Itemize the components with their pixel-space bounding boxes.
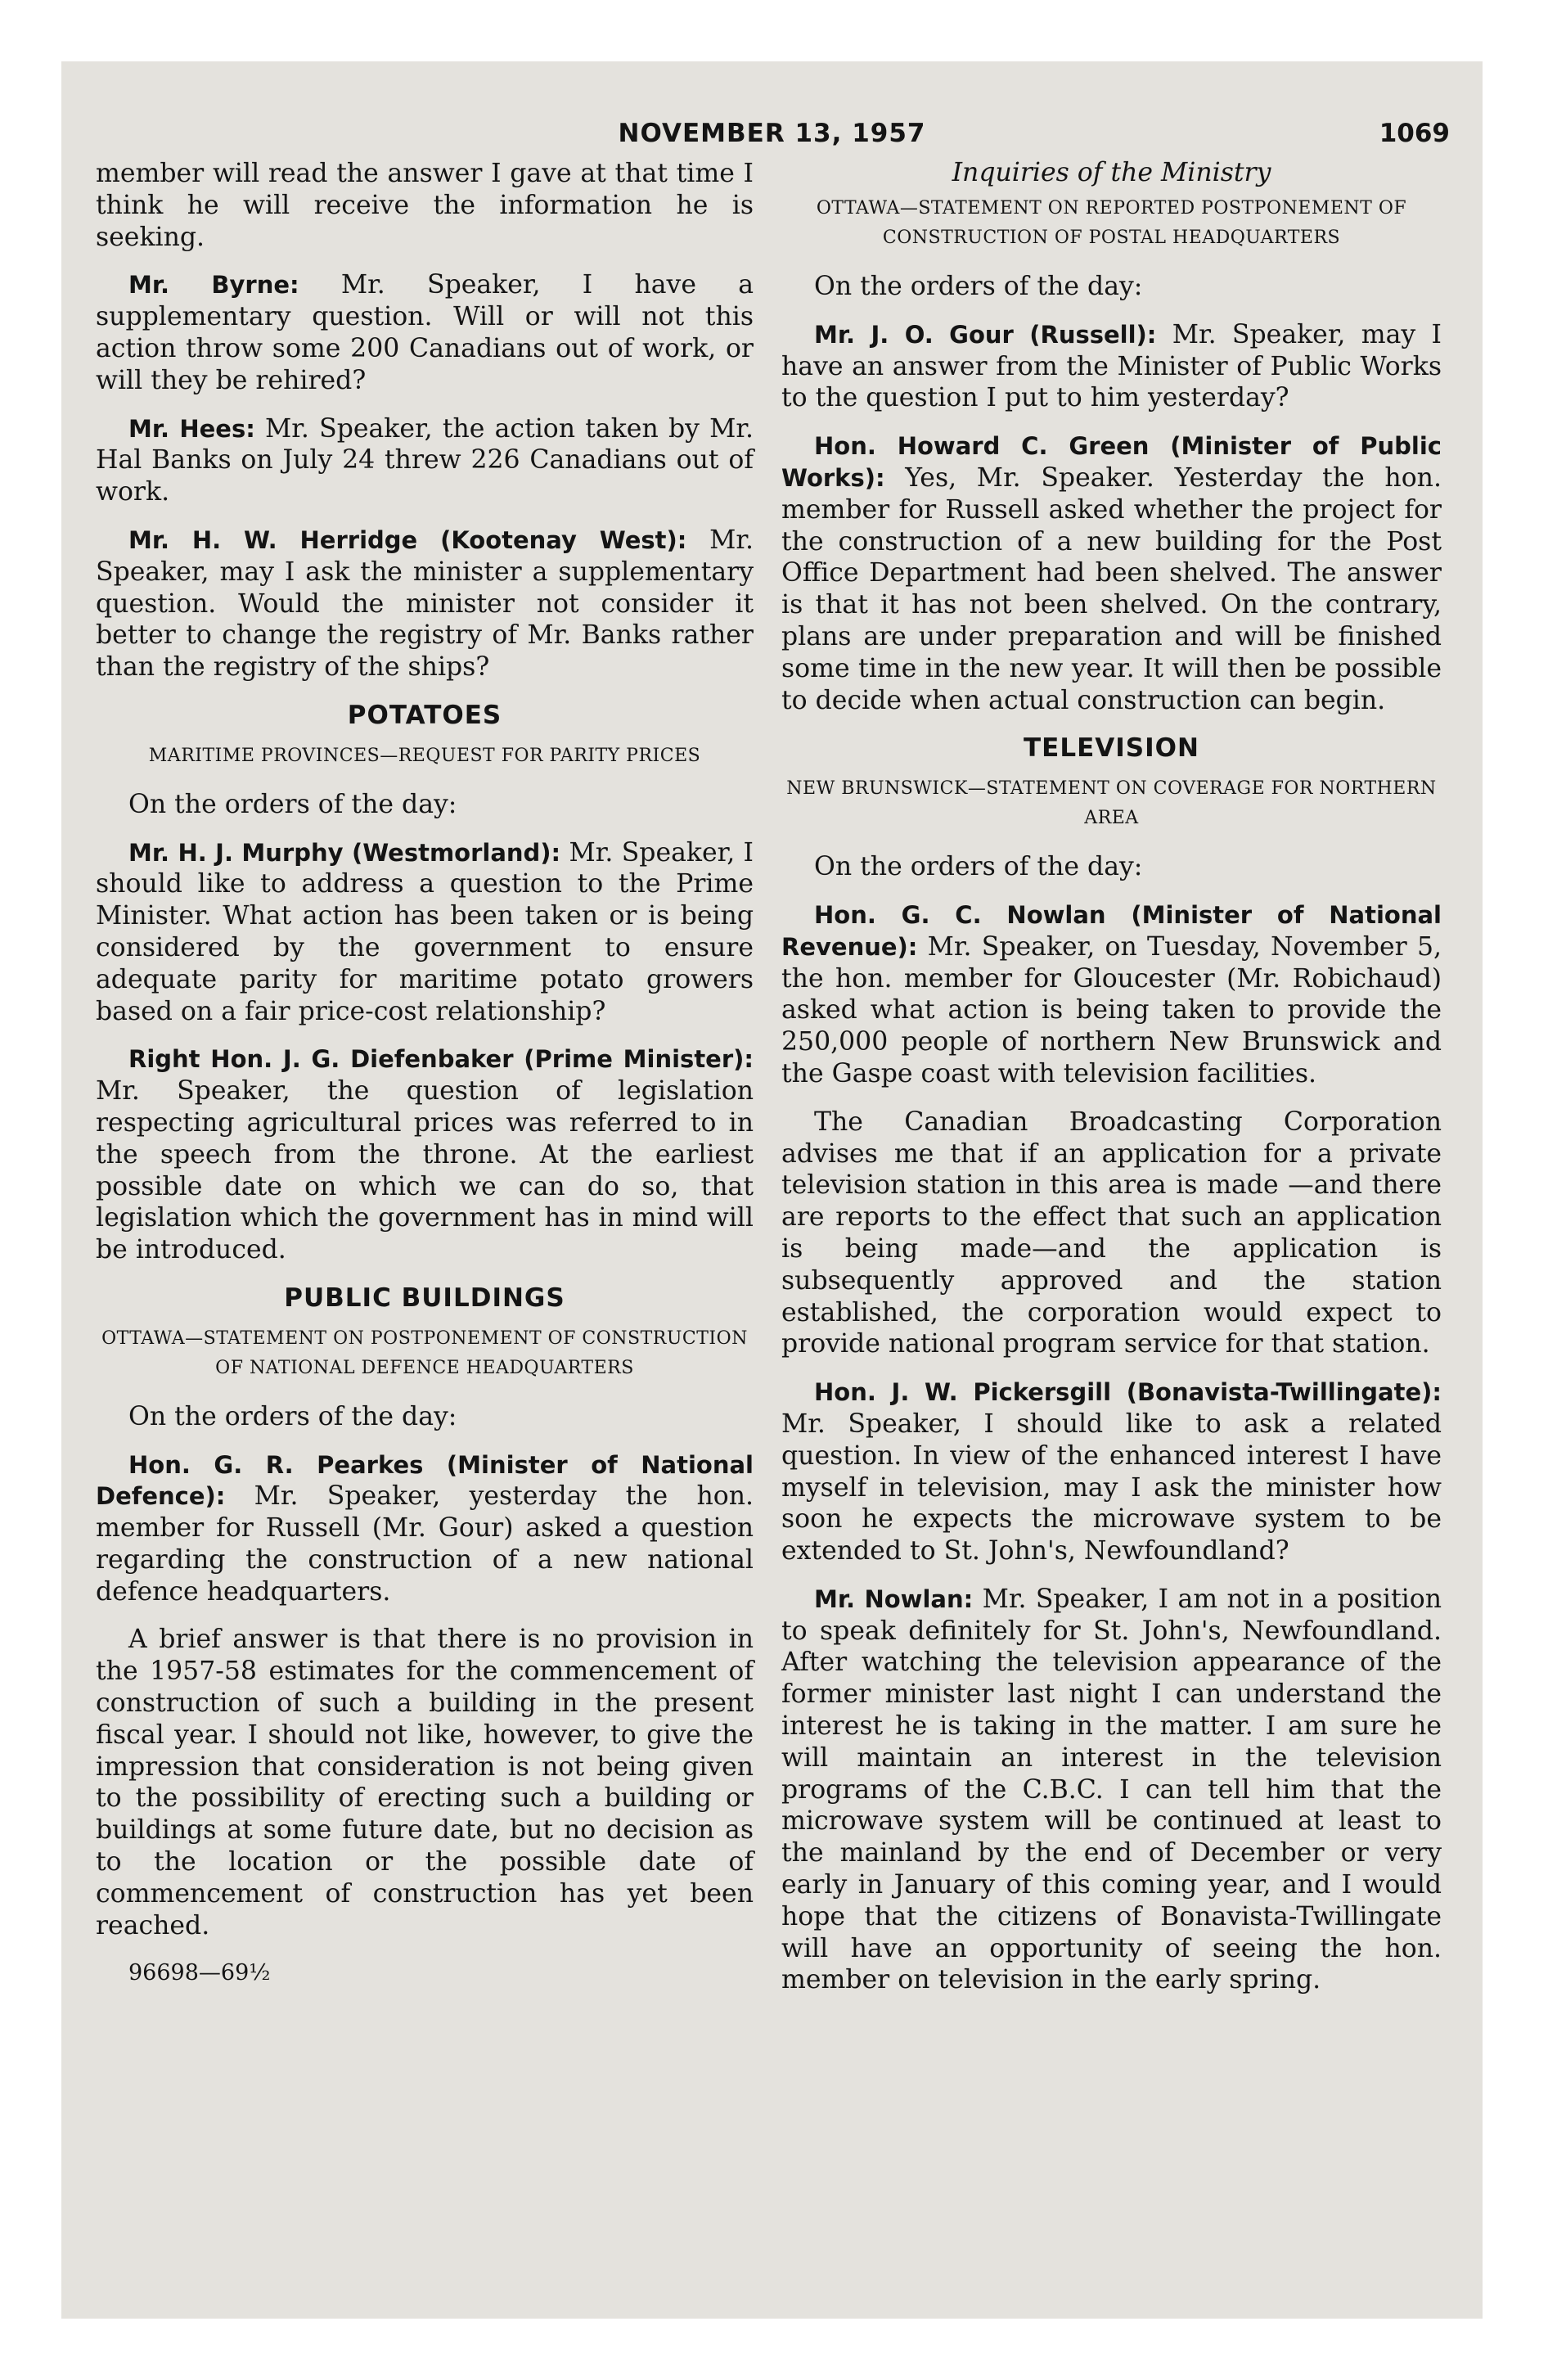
right-column: [781, 158, 1442, 2013]
orders-of-the-day: On the orders of the day:: [814, 272, 1143, 301]
paragraph-diefenbaker: [96, 1044, 754, 1266]
paragraph-gour: [781, 319, 1442, 414]
orders-of-the-day: On the orders of the day:: [128, 789, 457, 819]
section-heading-potatoes: POTATOES: [347, 700, 502, 730]
orders-of-the-day: On the orders of the day:: [814, 852, 1143, 882]
speech-text: Mr. Speaker, may I ask the minister a supplementary question. Would the minister not consider it better to change the registry of Mr. Banks rather than the registry of the ships?: [96, 525, 754, 683]
speaker-name: Mr. H. W. Herridge (Kootenay West):: [128, 525, 687, 554]
speech-text: Mr. Speaker, the action taken by Mr. Hal Banks on July 24 threw 226 Canadians out of work.: [96, 413, 754, 507]
subheading-defence-headquarters: OTTAWA—STATEMENT ON POSTPONEMENT OF CONSTRUCTION OF NATIONAL DEFENCE HEADQUARTERS: [101, 1327, 748, 1378]
paragraph-nowlan: [781, 899, 1442, 1090]
subheading-maritime-provinces: MARITIME PROVINCES—REQUEST FOR PARITY PRICES: [148, 745, 701, 766]
printer-footnote: 96698—69½: [128, 1960, 271, 1986]
paragraph-continuation: member will read the answer I gave at that time I think he will receive the information he is seeking.: [96, 159, 754, 252]
left-column: [96, 158, 754, 1990]
page-sheet: [61, 61, 1483, 2319]
paragraph-herridge: [96, 525, 754, 683]
paragraph-byrne: [96, 269, 754, 396]
paragraph-hees: [96, 413, 754, 508]
paragraph-pearkes-answer: A brief answer is that there is no provision in the 1957-58 estimates for the commencement of construction of such a building in the present fiscal year. I should not like, however, to give the impression that consideration is not being given to the possibility of erecting such a building or buildings at some future date, but no decision as to the location or the possible date of commencement of construction has yet been reached.: [96, 1625, 754, 1941]
speech-text: Mr. Speaker, on Tuesday, November 5, the hon. member for Gloucester (Mr. Robichaud) asked what action is being taken to provide the 250,000 people of northern New Brunswick and the Gaspe coast with television facilities.: [781, 931, 1442, 1089]
speech-text: Mr. Speaker, I should like to ask a related question. In view of the enhanced interest I have myself in television, may I ask the minister how soon he expects the microwave system to be extended to St. John's, Newfoundland?: [781, 1409, 1442, 1566]
speech-text: Yes, Mr. Speaker. Yesterday the hon. member for Russell asked whether the project for the construction of a new building for the Post Office Department had been shelved. The answer is that it has not been shelved. On the contrary, plans are under preparation and will be finished some time in the new year. It will then be possible to decide when actual construction can begin.: [781, 462, 1442, 715]
speaker-name: Mr. Byrne:: [128, 271, 299, 300]
paragraph-murphy: [96, 837, 754, 1028]
speech-text: Mr. Speaker, yesterday the hon. member for Russell (Mr. Gour) asked a question regarding the construction of a new national defence headquarters.: [96, 1481, 754, 1607]
speaker-name: Mr. J. O. Gour (Russell):: [814, 320, 1157, 349]
paragraph-pickersgill: [781, 1377, 1442, 1567]
speech-text: Mr. Speaker, I should like to address a question to the Prime Minister. What action has been taken or is being considered by the government to ensure adequate parity for maritime potato growers based on a fair price-cost relationship?: [96, 837, 754, 1026]
subheading-new-brunswick: NEW BRUNSWICK—STATEMENT ON COVERAGE FOR NORTHERN AREA: [786, 778, 1437, 829]
speech-text: Mr. Speaker, I have a supplementary question. Will or will not this action throw some 200 Canadians out of work, or will they be rehired?: [96, 270, 754, 395]
page-number: 1069: [1379, 119, 1450, 148]
paragraph-green: [781, 430, 1442, 716]
orders-of-the-day: On the orders of the day:: [128, 1401, 457, 1431]
subheading-postal-headquarters: OTTAWA—STATEMENT ON REPORTED POSTPONEMENT OF CONSTRUCTION OF POSTAL HEADQUARTERS: [816, 198, 1407, 248]
speaker-name: Hon. Howard C. Green (Minister of Public Works):: [781, 432, 1442, 492]
running-head: Inquiries of the Ministry: [952, 158, 1271, 187]
speaker-name: Mr. H. J. Murphy (Westmorland):: [128, 838, 561, 867]
speaker-name: Mr. Nowlan:: [814, 1584, 974, 1613]
paragraph-pearkes: [96, 1449, 754, 1608]
speech-text: Mr. Speaker, the question of legislation respecting agricultural prices was referred to in the speech from the throne. At the earliest possible date on which we can do so, that legislation which the government has in mind will be introduced.: [96, 1076, 754, 1265]
speaker-name: Hon. G. C. Nowlan (Minister of National Revenue):: [781, 900, 1442, 961]
section-heading-public-buildings: PUBLIC BUILDINGS: [284, 1282, 565, 1313]
speech-text: Mr. Speaker, may I have an answer from the Minister of Public Works to the question I put to him yesterday?: [781, 319, 1442, 413]
header-date: NOVEMBER 13, 1957: [618, 119, 926, 148]
speaker-name: Hon. G. R. Pearkes (Minister of National Defence):: [96, 1450, 754, 1511]
paragraph-nowlan-reply: [781, 1584, 1442, 1996]
section-heading-television: TELEVISION: [1024, 733, 1199, 764]
speaker-name: Mr. Hees:: [128, 414, 255, 443]
speech-text: Mr. Speaker, I am not in a position to speak definitely for St. John's, Newfoundland. After watching the television appearance of the former minister last night I can understand the interest he is taking in the matter. I am sure he will maintain an interest in the television programs of the C.B.C. I can tell him that the microwave system will be continued at least to the mainland by the end of December or very early in January of this coming year, and I would hope that the citizens of Bonavista-Twillingate will have an opportunity of seeing the hon. member on television in the early spring.: [781, 1584, 1442, 1995]
speaker-name: Hon. J. W. Pickersgill (Bonavista-Twillingate):: [814, 1378, 1442, 1407]
paragraph-cbc: The Canadian Broadcasting Corporation advises me that if an application for a private television station in this area is made —and there are reports to the effect that such an application is being made—and the application is subsequently approved and the station established, the corporation would expect to provide national program service for that station.: [781, 1107, 1442, 1359]
speaker-name: Right Hon. J. G. Diefenbaker (Prime Minister):: [128, 1045, 754, 1074]
